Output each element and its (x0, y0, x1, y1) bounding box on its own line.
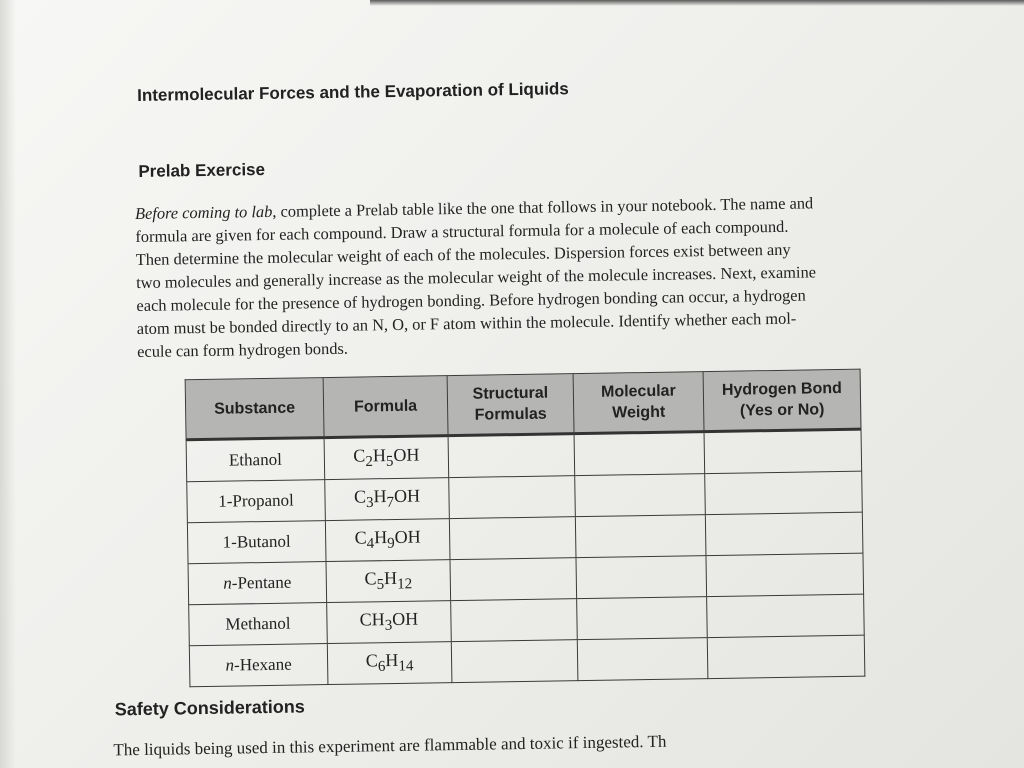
molecular-weight-cell (577, 597, 708, 640)
formula-cell: $C_2H_5OH$ (324, 436, 449, 480)
substance-cell: Methanol (189, 603, 328, 646)
formula-cell: $C_4H_9OH$ (325, 519, 450, 562)
substance-cell: 1-Butanol (187, 521, 326, 564)
formula-cell: $C_6H_{14}$ (327, 642, 452, 685)
prelab-heading: Prelab Exercise (138, 159, 266, 181)
safety-heading: Safety Considerations (114, 696, 305, 720)
formula-cell: $C_3H_7OH$ (325, 478, 450, 521)
header-substance: Substance (185, 378, 324, 440)
header-hydrogen-bond: Hydrogen Bond (Yes or No) (703, 369, 861, 431)
formula-cell: $CH_3OH$ (327, 601, 452, 644)
hydrogen-bond-cell (704, 429, 862, 473)
structural-cell (449, 476, 576, 519)
substance-cell: 1-Propanol (187, 480, 326, 523)
substance-cell: n-Hexane (189, 644, 328, 687)
structural-cell (448, 434, 575, 478)
safety-text: The liquids being used in this experiment are flammable and toxic if ingested. Th (113, 731, 667, 760)
prelab-table (185, 369, 866, 688)
hydrogen-bond-cell (705, 471, 863, 514)
hydrogen-bond-cell (707, 594, 865, 637)
paragraph-line: two molecules and generally increase as the molecular weight of the molecule increases. Next, examine (135, 262, 817, 293)
molecular-weight-cell (574, 432, 705, 476)
paragraph-line: formula are given for each compound. Draw a structural formula for a molecule of each compound. (135, 216, 789, 247)
paragraph-line: ecule can form hydrogen bonds. (137, 338, 349, 362)
hydrogen-bond-cell (705, 512, 863, 555)
structural-cell (449, 517, 576, 560)
document-title: Intermolecular Forces and the Evaporation of Liquids (137, 79, 569, 105)
header-structural: Structural Formulas (447, 374, 574, 436)
paragraph-line: each molecule for the presence of hydrogen bonding. Before hydrogen bonding can occur, a hydrogen (136, 285, 806, 316)
prelab-instructions (135, 190, 917, 363)
structural-cell (451, 599, 578, 642)
header-formula: Formula (323, 376, 448, 438)
paragraph-line: Then determine the molecular weight of each of the molecules. Dispersion forces exist between any (135, 239, 791, 270)
molecular-weight-cell (575, 515, 706, 558)
structural-cell (451, 640, 578, 683)
paragraph-line-1-rest: , complete a Prelab table like the one that follows in your notebook. The name and (272, 193, 814, 221)
molecular-weight-cell (577, 638, 708, 681)
hydrogen-bond-cell (706, 553, 864, 596)
hydrogen-bond-cell (707, 635, 865, 678)
structural-cell (450, 558, 577, 601)
table-header-row (185, 369, 861, 440)
substance-cell: n-Pentane (188, 562, 327, 605)
paragraph-line: atom must be bonded directly to an N, O, or F atom within the molecule. Identify whether each mol- (136, 308, 797, 339)
formula-cell: $C_5H_{12}$ (326, 560, 451, 603)
substance-cell: Ethanol (186, 438, 325, 482)
molecular-weight-cell (576, 556, 707, 599)
header-molecular-weight: Molecular Weight (573, 372, 704, 434)
paragraph-lead: Before coming to lab (134, 201, 273, 224)
molecular-weight-cell (575, 474, 706, 517)
